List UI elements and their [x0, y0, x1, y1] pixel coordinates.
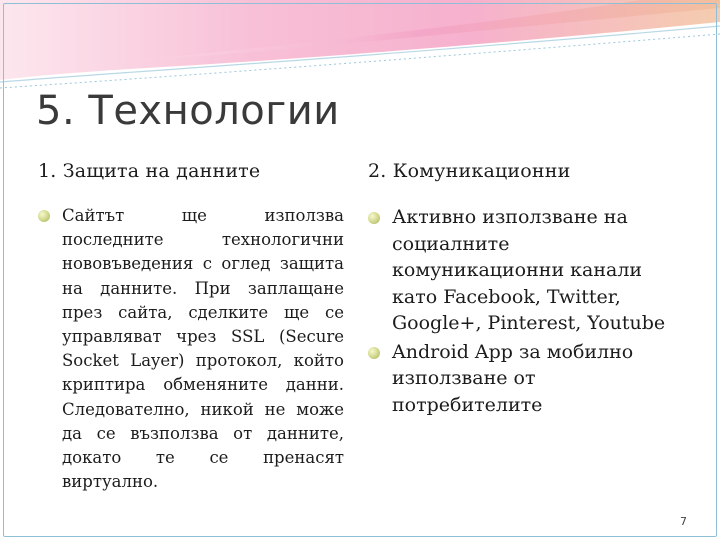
data-protection-heading: 1. Защита на данните — [38, 160, 261, 182]
bullet-dot-icon — [368, 347, 380, 359]
bullet-dot-icon — [38, 210, 50, 222]
bullet-dot-icon — [368, 212, 380, 224]
list-item — [38, 204, 344, 494]
slide-title: 5. Технологии — [36, 88, 340, 134]
page-number: 7 — [680, 515, 687, 528]
data-protection-column — [38, 160, 344, 494]
bullet-text: Активно използване на социалните комуникационни канали като Facebook, Twitter, Google+, Pinterest, Youtube — [392, 206, 666, 334]
decorative-header-band — [0, 0, 720, 100]
list-item — [368, 204, 668, 337]
communications-list — [368, 204, 668, 418]
bullet-text: Android App за мобилно използване от потребителите — [392, 340, 634, 416]
data-protection-list — [38, 204, 344, 494]
list-item — [368, 339, 668, 419]
bullet-text: Сайтът ще използва последните технологични нововъведения с оглед защита на данните. При заплащане през сайта, сделките ще се управляват чрез SSL (Secure Socket Layer) протокол, който криптира обменяните данни. Следователно, никой не може да се възползва от данните, докато те се пренасят виртуално. — [62, 206, 344, 492]
communications-heading: 2. Комуникационни — [368, 160, 571, 182]
communications-column — [368, 160, 668, 420]
